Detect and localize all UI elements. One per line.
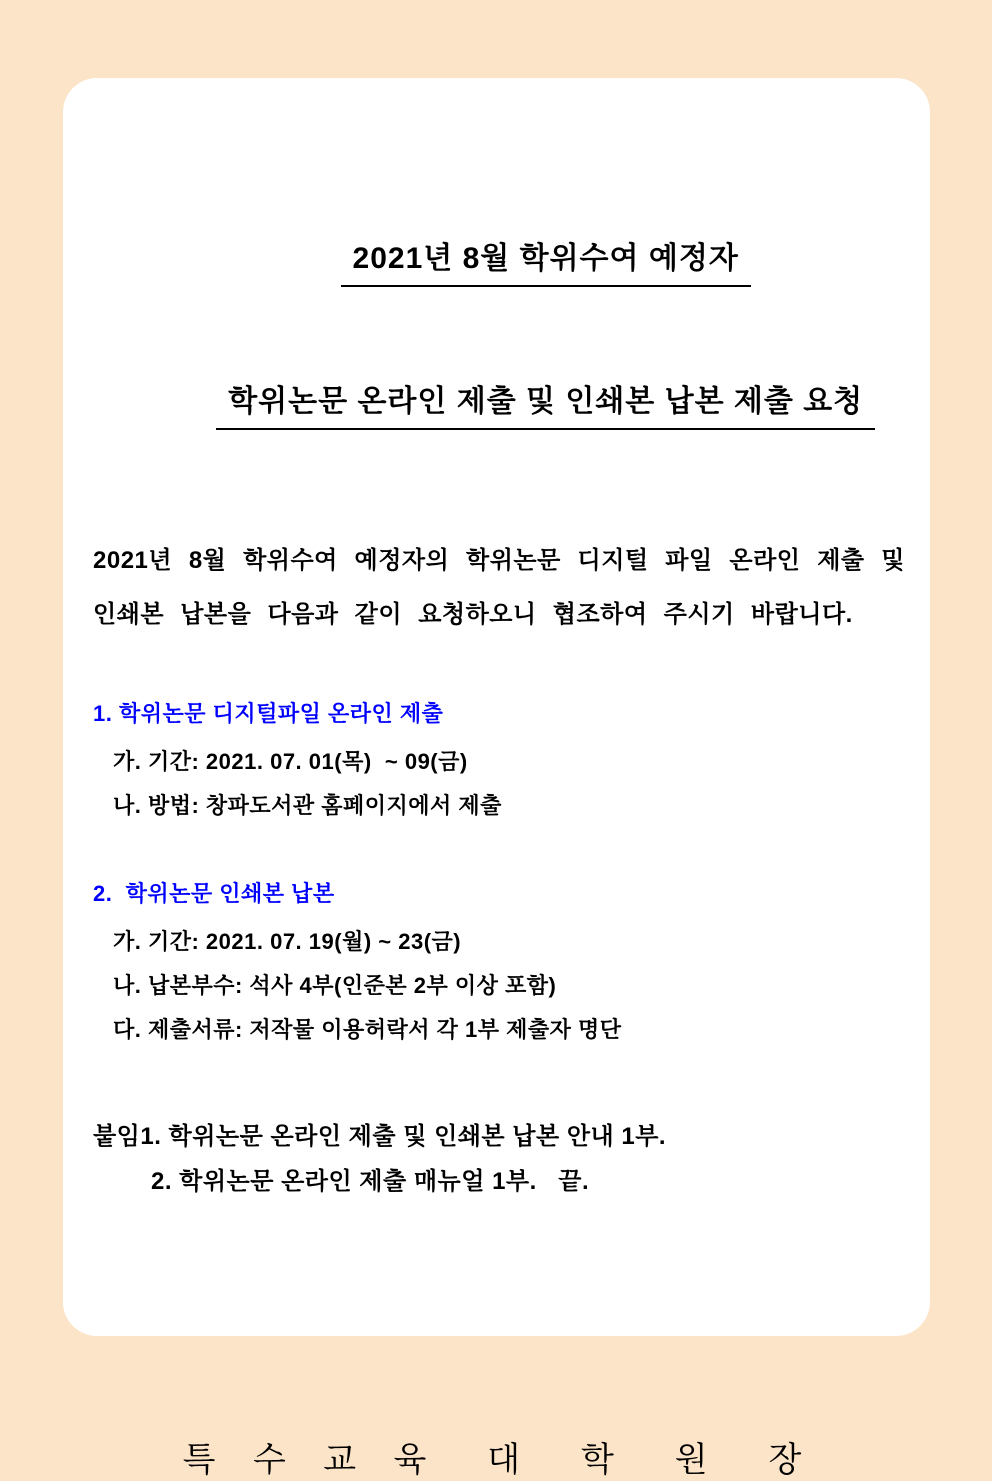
title-line-1: 2021년 8월 학위수여 예정자 [341, 236, 751, 287]
document-title [93, 190, 905, 476]
section-printed-copy-deposit [93, 878, 905, 1052]
attachment-line-2: 2. 학위논문 온라인 제출 매뉴얼 1부. 끝. [151, 1168, 590, 1195]
attachments-block [93, 1114, 905, 1204]
document-content [63, 78, 930, 1481]
section-2-heading: 2. 학위논문 인쇄본 납본 [93, 881, 335, 906]
section-1-heading: 1. 학위논문 디지털파일 온라인 제출 [93, 701, 444, 726]
document-card [63, 78, 930, 1479]
section-1-item-method: 나. 방법: 창파도서관 홈페이지에서 제출 [113, 793, 502, 818]
signature-dean-special-education-graduate-school: 특 수 교 육 대 학 원 장 [182, 1441, 816, 1479]
section-2-item-copies: 나. 납본부수: 석사 4부(인준본 2부 이상 포함) [113, 973, 557, 998]
section-2-item-documents: 다. 제출서류: 저작물 이용허락서 각 1부 제출자 명단 [113, 1017, 622, 1042]
title-line-1-wrap [93, 190, 905, 333]
section-digital-file-submission [93, 698, 905, 828]
attachment-line-1: 붙임1. 학위논문 온라인 제출 및 인쇄본 납본 안내 1부. [93, 1123, 667, 1150]
section-1-item-period: 가. 기간: 2021. 07. 01(목) ~ 09(금) [113, 749, 468, 774]
title-line-2: 학위논문 온라인 제출 및 인쇄본 납본 제출 요청 [216, 379, 875, 430]
section-2-item-period: 가. 기간: 2021. 07. 19(월) ~ 23(금) [113, 929, 462, 954]
intro-paragraph: 2021년 8월 학위수여 예정자의 학위논문 디지털 파일 온라인 제출 및 인쇄본 납본을 다음과 같이 요청하오니 협조하여 주시기 바랍니다. [93, 547, 905, 628]
title-line-2-wrap [93, 333, 905, 476]
